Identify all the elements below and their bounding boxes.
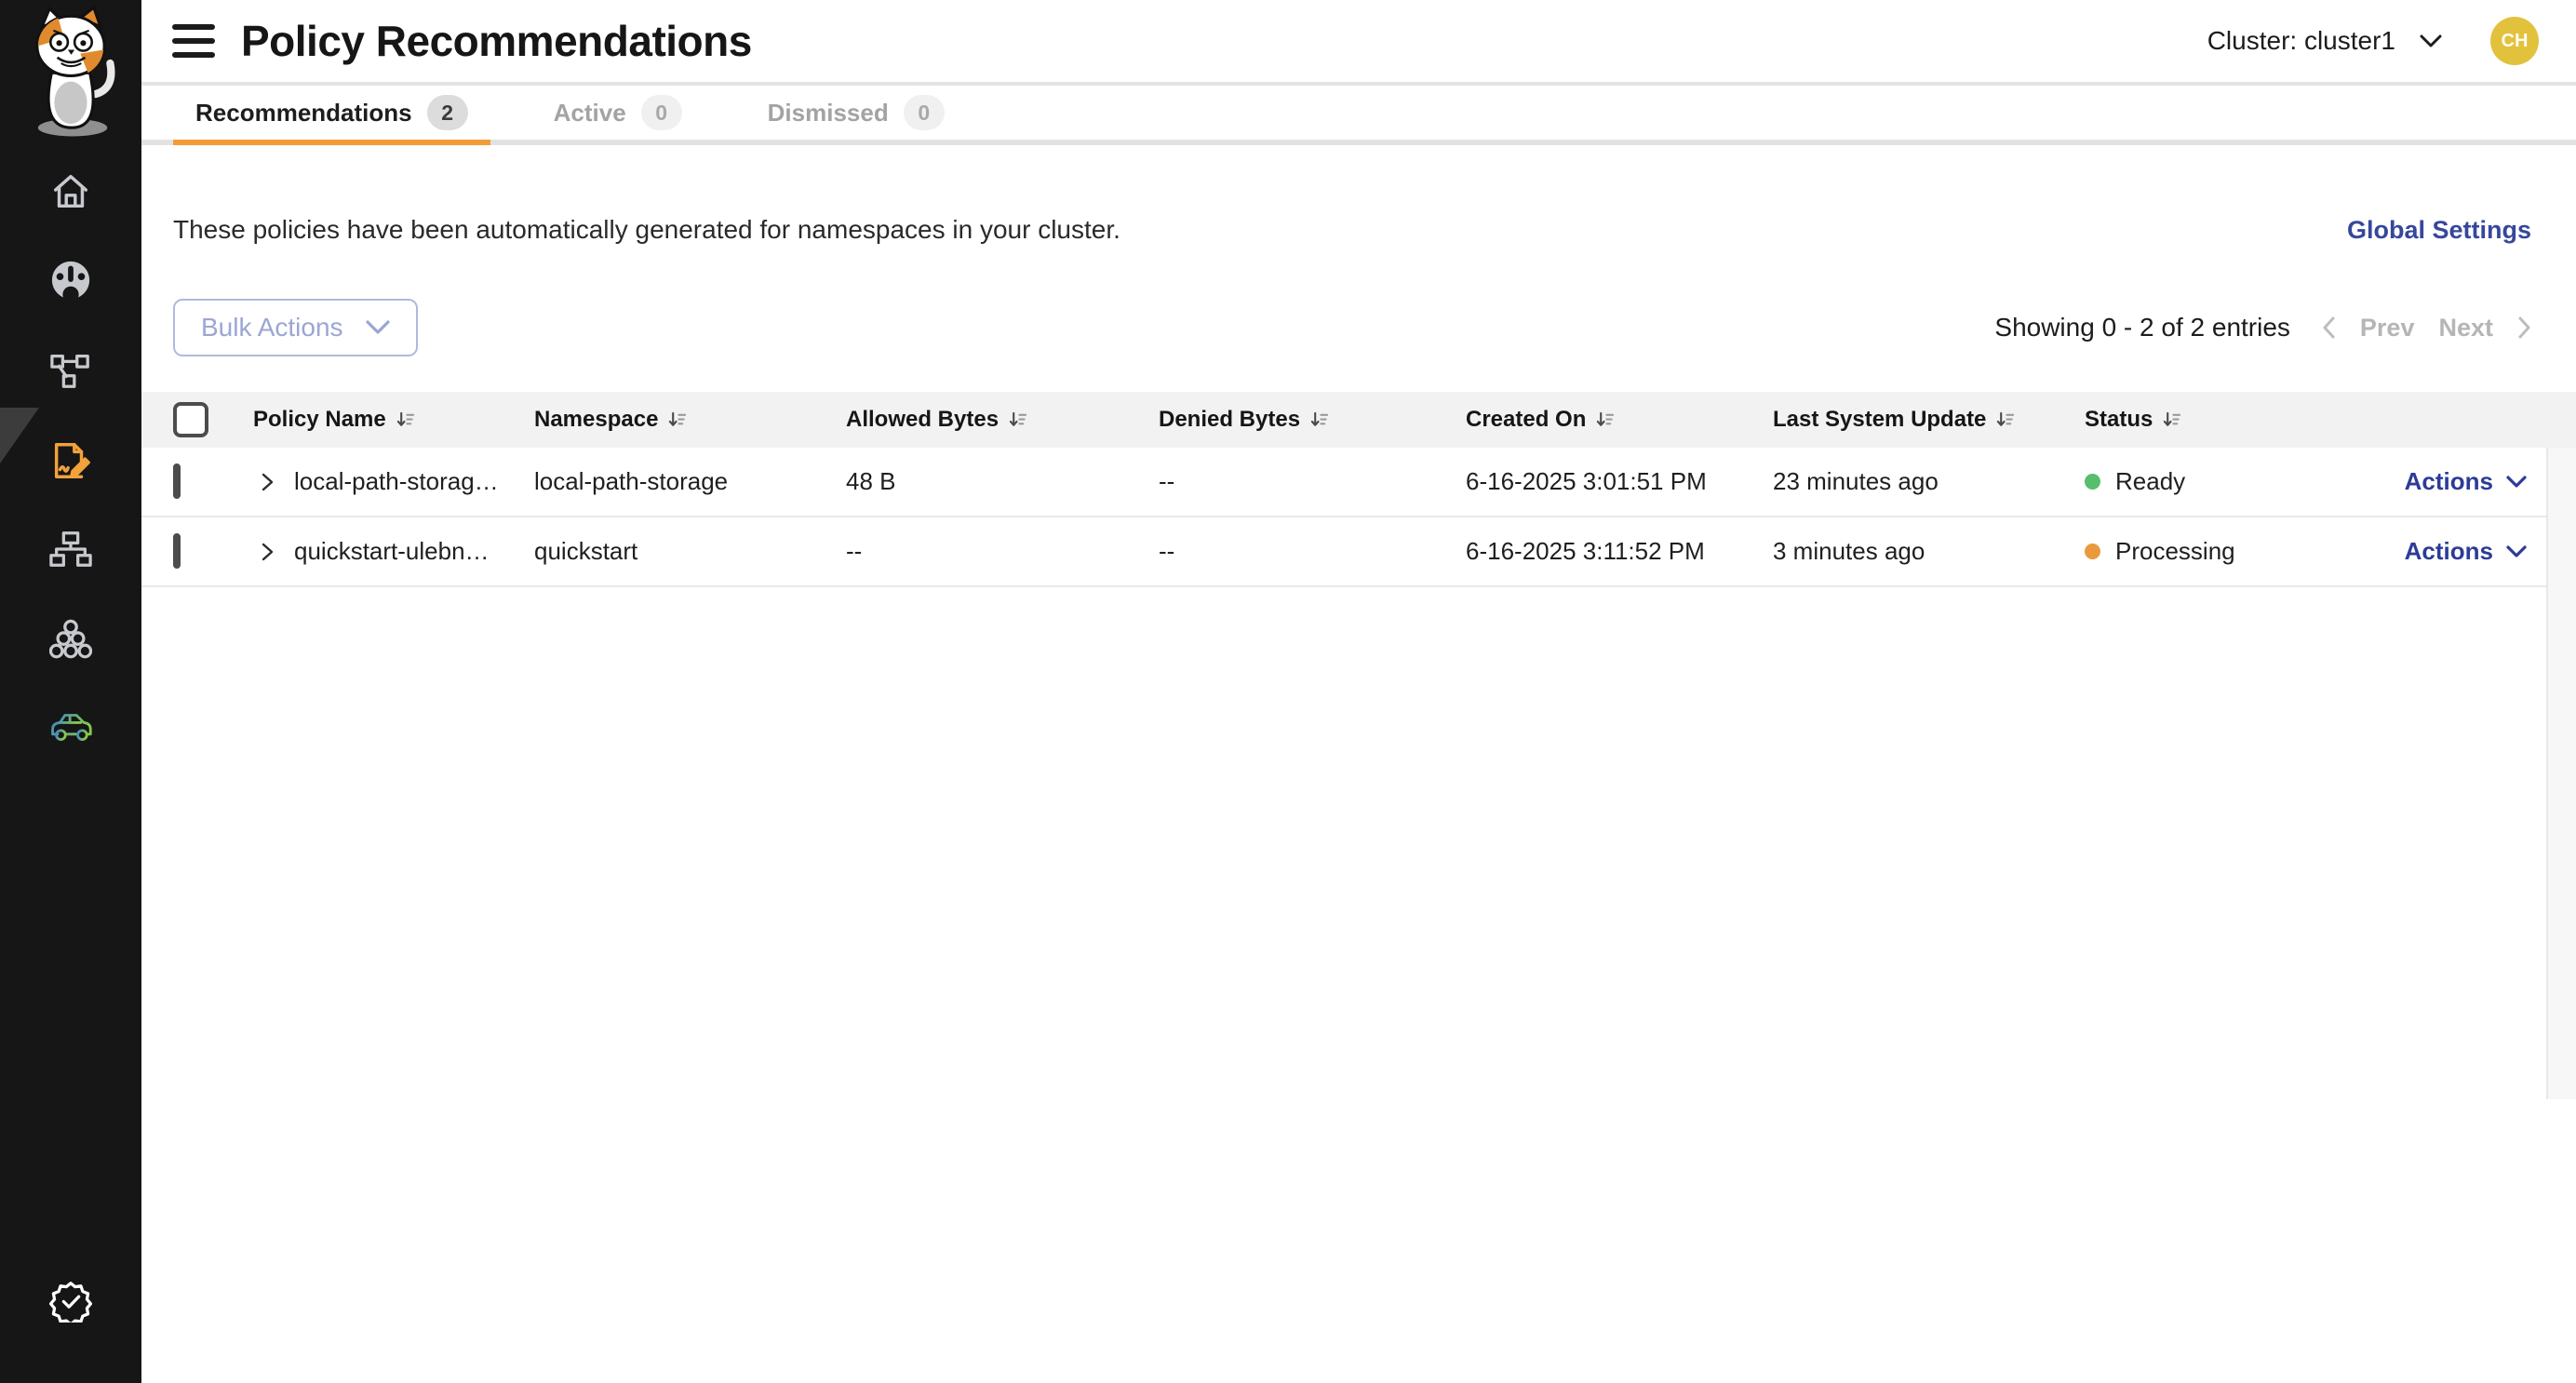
sort-icon: [2162, 410, 2181, 430]
sidebar-item-workload-groups-icon[interactable]: [48, 618, 93, 663]
status-label: Processing: [2115, 537, 2235, 565]
sidebar-item-network-topology-icon[interactable]: [48, 348, 93, 393]
column-header-status[interactable]: Status: [2085, 407, 2364, 433]
tab-label: Recommendations: [195, 98, 412, 127]
table-row: [141, 448, 2576, 517]
column-header-denied-bytes[interactable]: Denied Bytes: [1159, 407, 1466, 433]
chevron-right-icon[interactable]: [2517, 316, 2531, 339]
sidebar-item-policy-recommendations-icon[interactable]: [48, 438, 93, 483]
avatar-initials: CH: [2501, 30, 2529, 51]
sidebar-item-dashboard-gauge-icon[interactable]: [48, 258, 93, 302]
column-header-created-on[interactable]: Created On: [1466, 407, 1773, 433]
chevron-down-icon: [366, 320, 390, 335]
tab-label: Active: [553, 98, 626, 127]
sort-icon: [667, 410, 687, 430]
sidebar-active-indicator: [0, 408, 39, 463]
sidebar-item-sitemap-icon[interactable]: [48, 528, 93, 572]
policy-name: quickstart-ulebn…: [294, 537, 490, 565]
sort-icon: [1309, 410, 1329, 430]
app-logo-cat-mascot: [13, 6, 128, 128]
column-header-allowed-bytes[interactable]: Allowed Bytes: [846, 407, 1159, 433]
sidebar-item-verified-badge-icon[interactable]: [48, 1279, 93, 1323]
tab-active[interactable]: [531, 86, 704, 140]
row-checkbox[interactable]: [173, 533, 181, 569]
actions-dropdown[interactable]: [2364, 467, 2576, 496]
status-dot: [2085, 544, 2100, 559]
allowed-bytes-cell: 48 B: [846, 467, 896, 495]
sidebar-item-home-icon[interactable]: [48, 169, 93, 214]
tab-bar: [141, 86, 2576, 145]
select-all-cell: [141, 402, 248, 437]
policy-name-cell: [248, 537, 534, 566]
status-label: Ready: [2115, 467, 2186, 495]
sort-icon: [396, 410, 415, 430]
user-avatar[interactable]: [2490, 17, 2539, 65]
select-all-checkbox[interactable]: [173, 402, 208, 437]
status-dot: [2085, 474, 2100, 490]
tab-dismissed[interactable]: [745, 86, 967, 140]
sidebar: [0, 0, 141, 1383]
column-header-policy-name[interactable]: Policy Name: [248, 407, 534, 433]
table-scrollbar[interactable]: [2546, 448, 2576, 1099]
policy-name-cell: [248, 467, 534, 496]
policy-name: local-path-storag…: [294, 467, 499, 495]
sort-icon: [1995, 410, 2015, 430]
bulk-actions-button[interactable]: [173, 299, 418, 356]
row-select-cell: [141, 467, 248, 496]
cluster-selector[interactable]: [2207, 26, 2442, 56]
namespace-cell: quickstart: [534, 537, 638, 565]
last-system-update-cell: 3 minutes ago: [1773, 537, 1925, 565]
pagination-summary: Showing 0 - 2 of 2 entries: [1994, 313, 2290, 342]
page-title: Policy Recommendations: [241, 17, 752, 65]
prev-page-button[interactable]: Prev: [2359, 313, 2415, 342]
allowed-bytes-cell: --: [846, 537, 863, 565]
tab-count-badge: 0: [641, 95, 682, 130]
last-system-update-cell: 23 minutes ago: [1773, 467, 1939, 495]
chevron-down-icon: [2506, 476, 2527, 489]
sort-icon: [1008, 410, 1027, 430]
top-bar: [141, 0, 2576, 86]
chevron-left-icon[interactable]: [2322, 316, 2336, 339]
policies-table: [141, 392, 2576, 587]
tab-recommendations[interactable]: [173, 86, 490, 140]
denied-bytes-cell: --: [1159, 467, 1175, 495]
chevron-down-icon: [2506, 545, 2527, 558]
pagination: [1994, 313, 2531, 342]
cluster-selector-label: Cluster: cluster1: [2207, 26, 2395, 55]
denied-bytes-cell: --: [1159, 537, 1175, 565]
global-settings-link[interactable]: Global Settings: [2346, 215, 2531, 244]
tab-count-badge: 0: [904, 95, 945, 130]
expand-row-icon[interactable]: [255, 470, 279, 494]
actions-label: Actions: [2404, 467, 2493, 495]
namespace-cell: local-path-storage: [534, 467, 729, 495]
actions-label: Actions: [2404, 537, 2493, 565]
bulk-actions-label: Bulk Actions: [201, 313, 343, 342]
expand-row-icon[interactable]: [255, 540, 279, 564]
content-area: [141, 215, 2576, 587]
table-header-row: [141, 392, 2576, 448]
table-row: [141, 517, 2576, 587]
actions-dropdown[interactable]: [2364, 537, 2576, 566]
tab-label: Dismissed: [767, 98, 889, 127]
column-header-last-system-update[interactable]: Last System Update: [1773, 407, 2085, 433]
column-header-namespace[interactable]: Namespace: [534, 407, 846, 433]
created-on-cell: 6-16-2025 3:01:51 PM: [1466, 467, 1707, 495]
row-select-cell: [141, 537, 248, 566]
main-area: [141, 0, 2576, 1383]
created-on-cell: 6-16-2025 3:11:52 PM: [1466, 537, 1705, 565]
hamburger-menu-icon[interactable]: [172, 24, 215, 58]
sidebar-item-vehicle-icon[interactable]: [48, 704, 93, 748]
row-checkbox[interactable]: [173, 463, 181, 499]
status-cell: [2085, 467, 2364, 496]
sort-icon: [1595, 410, 1615, 430]
chevron-down-icon: [2420, 34, 2442, 48]
page-description: These policies have been automatically generated for namespaces in your cluster.: [173, 215, 1120, 244]
next-page-button[interactable]: Next: [2438, 313, 2493, 342]
status-cell: [2085, 537, 2364, 566]
tab-count-badge: 2: [427, 95, 468, 130]
